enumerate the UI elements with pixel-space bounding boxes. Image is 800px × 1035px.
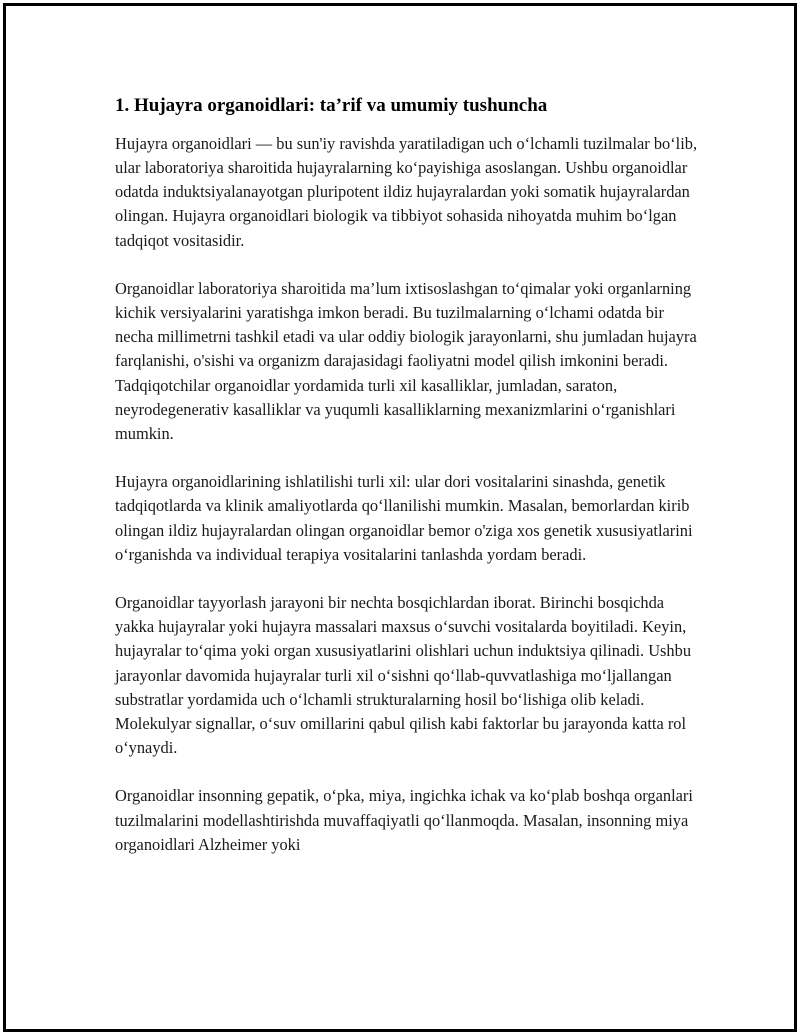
section-heading: 1. Hujayra organoidlari: ta’rif va umumiy tushuncha xyxy=(115,95,548,116)
paragraph-4: Organoidlar tayyorlash jarayoni bir nechta bosqichlardan iborat. Birinchi bosqichda yakka hujayralar yoki hujayra massalari maxsus o‘suvchi vositalarda boyitiladi. Keyin, hujayralar to‘qima yoki organ xususiyatlarini olishlari uchun induktsiya qilinadi. Ushbu jarayonlar davomida hujayralar turli xil o‘sishni qo‘llab-quvvatlashiga mo‘ljallangan substratlar yordamida uch o‘lchamli strukturalarning hosil bo‘lishiga olib keladi. Molekulyar signallar, o‘suv omillarini qabul qilish kabi faktorlar bu jarayonda katta rol o‘ynaydi. xyxy=(115,592,692,758)
paragraph-2: Organoidlar laboratoriya sharoitida ma’lum ixtisoslashgan to‘qimalar yoki organlarning kichik versiyalarini yaratishga imkon beradi. Bu tuzilmalarning o‘lchami odatda bir necha millimetrni tashkil etadi va ular oddiy biologik jarayonlarni, shu jumladan hujayra farqlanishi, o'sishi va organizm darajasidagi faoliyatni model qilish imkonini beradi. Tadqiqotchilar organoidlar yordamida turli xil kasalliklar, jumladan, saraton, neyrodegenerativ kasalliklar va yuqumli kasalliklarning mexanizmlarini o‘rganishlari mumkin. xyxy=(115,278,697,443)
paragraph-3: Hujayra organoidlarining ishlatilishi turli xil: ular dori vositalarini sinashda, genetik tadqiqotlarda va klinik amaliyotlarda qo‘llanilishi mumkin. Masalan, bemorlardan kirib olingan ildiz hujayralardan olingan organoidlar bemor o'ziga xos genetik xususiyatlarini o‘rganishda va individual terapiya vositalarini tanlashda yordam beradi. xyxy=(115,472,693,564)
document-body xyxy=(115,94,700,881)
paragraph-5: Organoidlar insonning gepatik, o‘pka, miya, ingichka ichak va ko‘plab boshqa organlari tuzilmalarini modellashtirishda muvaffaqiyatli qo‘llanmoqda. Masalan, insonning miya organoidlari Alzheimer yoki xyxy=(115,786,693,854)
paragraph-1: Hujayra organoidlari — bu sun'iy ravishda yaratiladigan uch o‘lchamli tuzilmalar bo‘lib, ular laboratoriya sharoitida hujayralarning ko‘payishiga asoslangan. Ushbu organoidlar odatda induktsiyalanayotgan pluripotent ildiz hujayralardan yoki somatik hujayralardan olingan. Hujayra organoidlari biologik va tibbiyot sohasida nihoyatda muhim bo‘lgan tadqiqot vositasidir. xyxy=(115,133,698,250)
